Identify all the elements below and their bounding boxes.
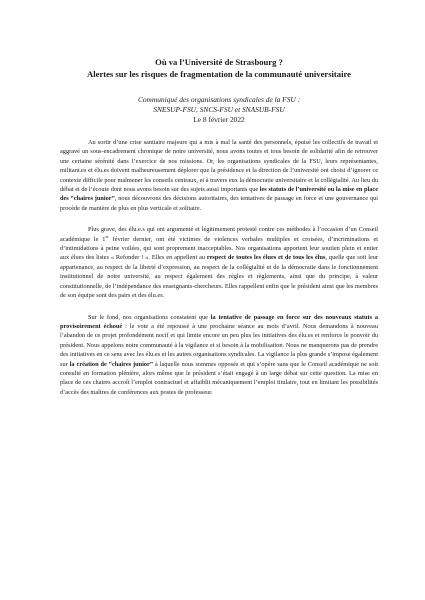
- paragraph-1-text-a: Au sortir d’une crise sanitaire majeure qui a mis à mal la santé des personnels, épuisé les collectifs de travail et aggravé un sous-encadrement chronique de notre université, nous avons toutes et tous besoin de solidarité afin de retrouver une certaine sérénité dans l’exercice de nos missions. Or, les organisations syndicales de la FSU, leurs représentantes, militant.es et élu.es doivent malheureusement déplorer que la présidence et la direction de l’université ont choisi d’ignorer ce contexte difficile pour malmener les conseils centraux, et à travers eux la démocratie universitaire et la collégialité. Au lieu du débat et de l’écoute dont nous avons besoin sur des sujets aussi importants que: [60, 139, 378, 194]
- paragraph-3-emphasis-1: la tentative de passage en force sur des nouveaux statuts a provisoirement échoué: [60, 313, 378, 330]
- paragraph-2-emphasis: respect de toutes les élues et de tous les élus: [206, 254, 326, 262]
- paragraph-3-text-c: à laquelle nous sommes opposés et qui s’opère sans que le Conseil académique ne soit consulté en formation plénière, alors même que le président s’était engagé à un large débat sur cette question. La mise en place de ces chaires accroît l’emploi contractuel et affaiblit mécaniquement l’emploi titulaire, tout en limitant les possibilités d’accès des maîtres de conférences aux postes de professeur.: [60, 360, 378, 396]
- byline-organizations: Communiqué des organisations syndicales de la FSU :: [137, 95, 301, 104]
- paragraph-2-text-b: février dernier, ont été victimes de violences verbales multiples et croisées, d’incriminations et d’intimidations à peine voilées, qui sont proprement inacceptables. Nos organisations apportent leur soutien plein et entier aux élues des listes « Refonder ! ». Elles en appellent au: [60, 235, 378, 262]
- paragraph-1-emphasis: les statuts de l’université ou la mise en place des “chaires junior”: [60, 186, 378, 203]
- document-title: Où va l’Université de Strasbourg ?: [155, 57, 283, 67]
- paragraph-3-text-b: : le vote a été repoussé à une prochaine séance au mois d’avril. Nous demandons à nouveau l’abandon de ce projet profondément nocif et qui limite encore un peu plus les initiatives des élu.es et renforce le pouvoir du président. Nous appelons notre communauté à la vigilance et si besoin à la mobilisation. Nous ne manquerons pas de prendre des initiatives en ce sens avec les élu.es et les autres organisations syndicales. La vigilance la plus grande s’impose également sur: [60, 322, 378, 368]
- paragraph-2-text-a: Plus grave, des élu.e.s qui ont argumenté et légitimement protesté contre ces méthodes à l’occasion d’un Conseil académique le 1: [60, 226, 378, 243]
- paragraph-2-text-c: , quelle que soit leur appartenance, au respect de la liberté d’expression, au respect de la collégialité et de la démocratie dans le fonctionnement institutionnel de notre université, au respect également des règles et règlements, ainsi que du principe, à valeur constitutionnelle, de l’indépendance des enseignants-chercheurs. Elles rappellent enfin que le président ainsi que les membres de son équipe sont des pairs et des élu.es.: [60, 254, 378, 300]
- document-subtitle: Alertes sur les risques de fragmentation de la communauté universitaire: [87, 68, 351, 79]
- paragraph-2: [60, 225, 378, 300]
- document-date: Le 8 février 2022: [193, 115, 245, 124]
- byline-unions: SNESUP-FSU, SNCS-FSU et SNASUB-FSU: [153, 105, 285, 114]
- ordinal-superscript: er: [105, 233, 109, 239]
- paragraph-3: [60, 313, 378, 398]
- paragraph-1-text-b: , nous découvrons des décisions autoritaires, des tentatives de passage en force et une gouvernance qui procède de manière de plus en plus verticale et solitaire.: [60, 195, 378, 212]
- paragraph-1: [60, 138, 378, 213]
- paragraph-3-emphasis-2: la création de “chaires junior”: [69, 360, 153, 368]
- paragraph-3-text-a: Sur le fond, nos organisations constatent que: [88, 313, 211, 321]
